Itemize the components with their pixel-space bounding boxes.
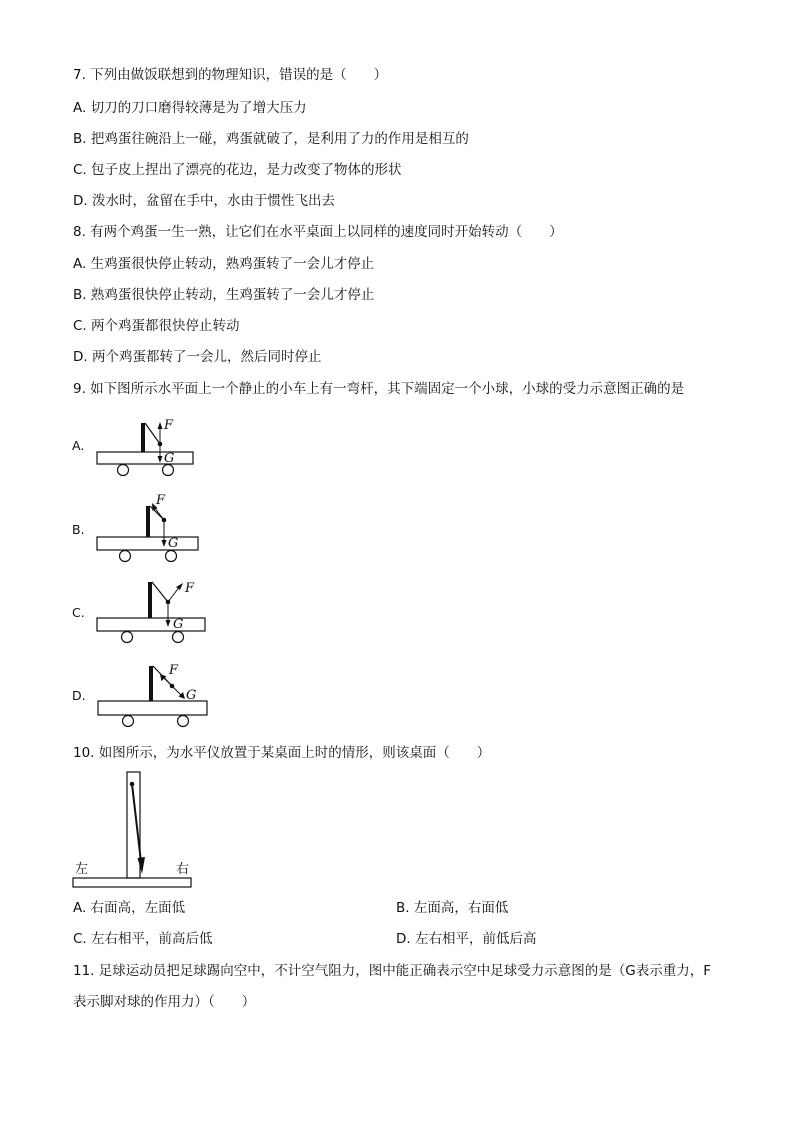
q11-stem-line2: 表示脚对球的作用力）（ ）	[73, 994, 256, 1010]
q7-option-d: D. 泼水时，盆留在手中，水由于惯性飞出去	[73, 193, 335, 209]
q9a-force-g-label: G	[164, 451, 175, 466]
q10-option-a: A. 右面高，左面低	[73, 900, 186, 916]
q8-stem: 8. 有两个鸡蛋一生一熟，让它们在水平桌面上以同样的速度同时开始转动（ ）	[73, 224, 563, 240]
q9b-force-f-label: F	[156, 493, 166, 508]
q11-stem-line1: 11. 足球运动员把足球踢向空中，不计空气阻力，图中能正确表示空中足球受力示意图的是（G表示重力，F	[73, 963, 711, 979]
q9-option-b-label: B.	[72, 522, 85, 537]
q9d-force-g-label: G	[186, 688, 197, 703]
q10-option-c: C. 左右相平，前高后低	[73, 931, 213, 947]
q9c-force-g-label: G	[173, 617, 184, 632]
q8-option-b: B. 熟鸡蛋很快停止转动，生鸡蛋转了一会儿才停止	[73, 287, 375, 303]
q9-figure-b	[96, 494, 202, 560]
q10-option-d: D. 左右相平，前低后高	[396, 931, 537, 947]
q7-option-c: C. 包子皮上捏出了漂亮的花边，是力改变了物体的形状	[73, 162, 402, 178]
q9-option-d-label: D.	[72, 688, 86, 703]
q8-option-d: D. 两个鸡蛋都转了一会儿，然后同时停止	[73, 349, 322, 365]
q10-level-figure	[72, 770, 194, 890]
q9-figure-c	[96, 578, 208, 646]
q8-option-c: C. 两个鸡蛋都很快停止转动	[73, 318, 240, 334]
q9a-force-f-label: F	[164, 418, 174, 433]
q8-option-a: A. 生鸡蛋很快停止转动，熟鸡蛋转了一会儿才停止	[73, 256, 375, 272]
q9-option-c-label: C.	[72, 605, 85, 620]
q7-option-a: A. 切刀的刀口磨得较薄是为了增大压力	[73, 100, 307, 116]
q10-option-b: B. 左面高，右面低	[396, 900, 509, 916]
q9-stem: 9. 如下图所示水平面上一个静止的小车上有一弯杆，其下端固定一个小球，小球的受力示意图正确的是	[73, 381, 685, 397]
q10-stem: 10. 如图所示，为水平仪放置于某桌面上时的情形，则该桌面（ ）	[73, 745, 491, 761]
q10-right-label: 右	[176, 862, 190, 877]
q9-figure-a	[96, 415, 196, 477]
q9b-force-g-label: G	[168, 536, 179, 551]
q9d-force-f-label: F	[169, 663, 179, 678]
q9c-force-f-label: F	[185, 581, 195, 596]
q9-figure-d	[96, 660, 210, 728]
q7-stem: 7. 下列由做饭联想到的物理知识，错误的是（ ）	[73, 67, 388, 83]
q7-option-b: B. 把鸡蛋往碗沿上一碰，鸡蛋就破了，是利用了力的作用是相互的	[73, 131, 469, 147]
q9-option-a-label: A.	[72, 438, 85, 453]
q10-left-label: 左	[75, 862, 89, 877]
